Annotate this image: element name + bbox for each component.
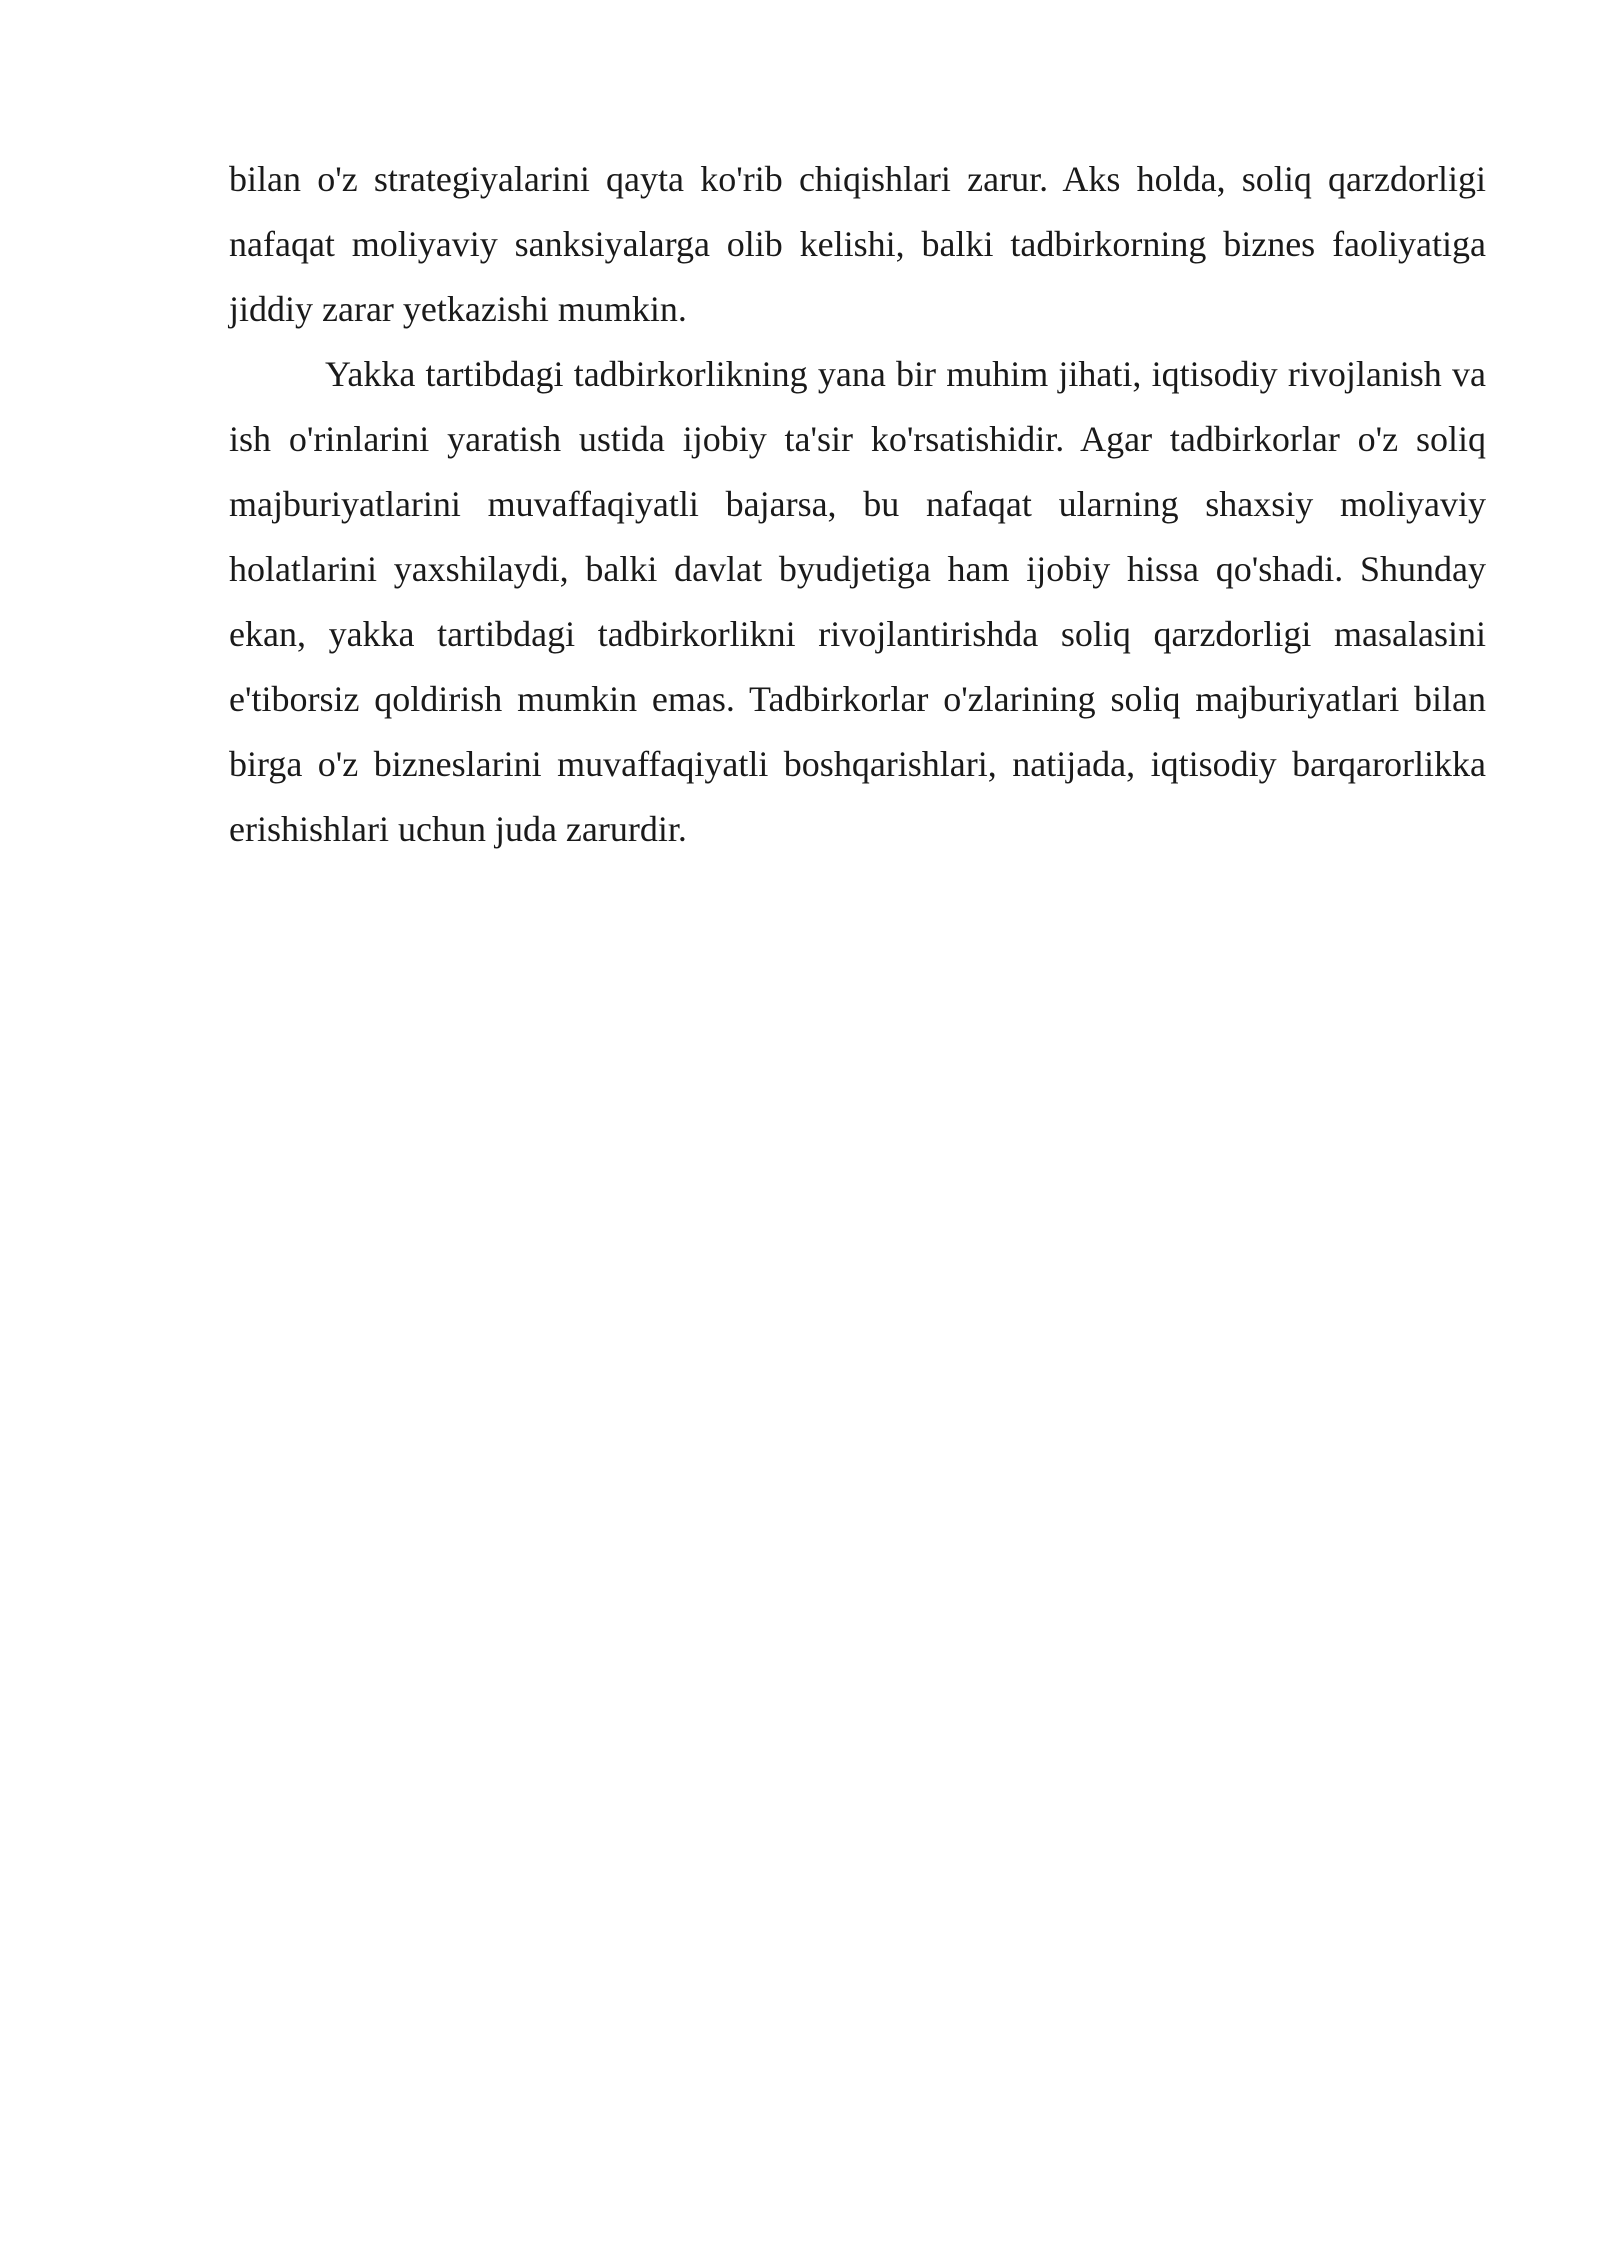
document-body [229,147,1486,862]
paragraph-main: Yakka tartibdagi tadbirkorlikning yana bir muhim jihati, iqtisodiy rivojlanish va ish o'rinlarini yaratish ustida ijobiy ta'sir ko'rsatishidir. Agar tadbirkorlar o'z soliq majburiyatlarini muvaffaqiyatli bajarsa, bu nafaqat ularning shaxsiy moliyaviy holatlarini yaxshilaydi, balki davlat byudjetiga ham ijobiy hissa qo'shadi. Shunday ekan, yakka tartibdagi tadbirkorlikni rivojlantirishda soliq qarzdorligi masalasini e'tiborsiz qoldirish mumkin emas. Tadbirkorlar o'zlarining soliq majburiyatlari bilan birga o'z bizneslarini muvaffaqiyatli boshqarishlari, natijada, iqtisodiy barqarorlikka erishishlari uchun juda zarurdir. [229,354,1486,849]
paragraph-continuation: bilan o'z strategiyalarini qayta ko'rib chiqishlari zarur. Aks holda, soliq qarzdorligi nafaqat moliyaviy sanksiyalarga olib kelishi, balki tadbirkorning biznes faoliyatiga jiddiy zarar yetkazishi mumkin. [229,159,1486,329]
